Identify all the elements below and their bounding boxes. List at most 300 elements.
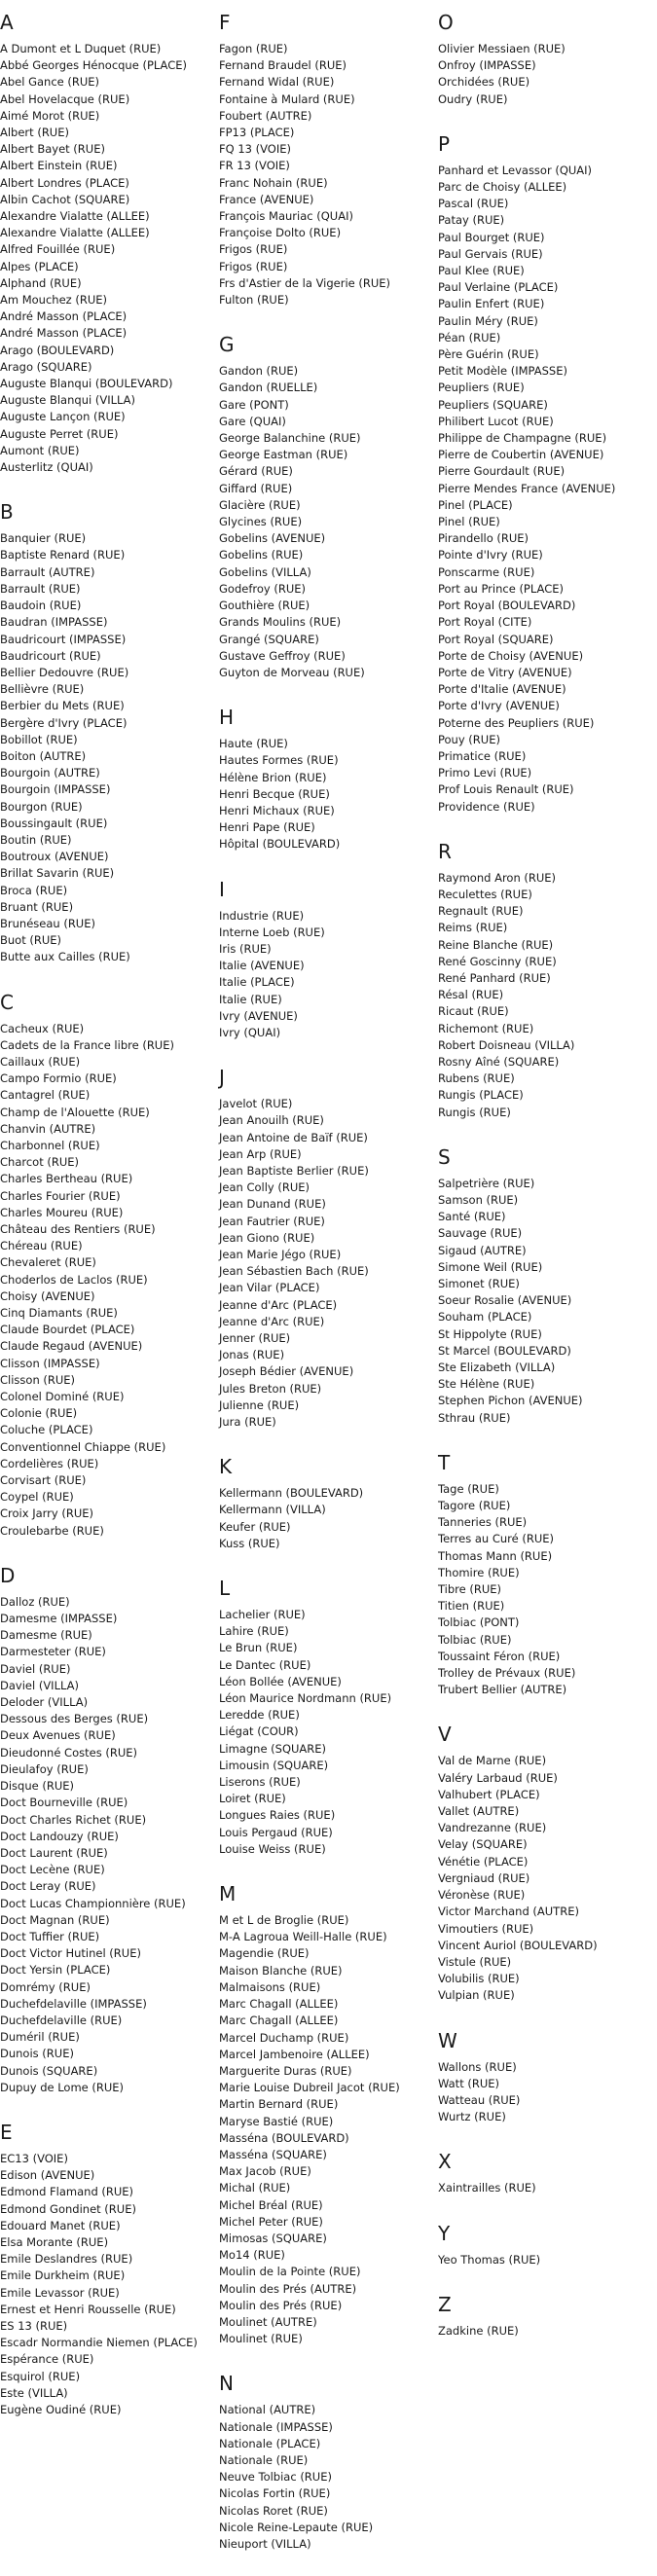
street-list-item: Bellièvre (RUE) [0, 682, 85, 697]
street-list-item: Cordelières (RUE) [0, 1456, 99, 1470]
street-list-item: Charbonnel (RUE) [0, 1138, 100, 1152]
street-list-item: Providence (RUE) [438, 799, 535, 814]
street-list-item: Alfred Fouillée (RUE) [0, 242, 116, 257]
street-list-item: Caillaux (RUE) [0, 1054, 81, 1069]
section-letter-heading: N [219, 2372, 234, 2396]
street-list-item: Philippe de Champagne (RUE) [438, 431, 607, 446]
street-list-item: Rubens (RUE) [438, 1071, 515, 1086]
street-list-item: Cadets de la France libre (RUE) [0, 1037, 174, 1052]
street-list-item: Duchefdelaville (IMPASSE) [0, 1996, 147, 2011]
street-list-item: Claude Bourdet (PLACE) [0, 1323, 135, 1337]
street-list-item: Albert Einstein (RUE) [0, 159, 118, 173]
street-list-item: Emile Levassor (RUE) [0, 2285, 120, 2300]
street-list-item: Chevaleret (RUE) [0, 1255, 96, 1270]
street-list-item: Porte de Choisy (AVENUE) [438, 648, 584, 663]
street-list-item: Albert Londres (PLACE) [0, 175, 129, 190]
street-list-item: Sauvage (RUE) [438, 1226, 523, 1241]
street-list-item: Liégat (COUR) [219, 1724, 299, 1739]
column-3 [438, 10, 650, 2363]
street-list-item: Chanvin (AUTRE) [0, 1121, 96, 1136]
street-list-item: Jean Fautrier (RUE) [219, 1214, 325, 1228]
street-list-item: André Masson (PLACE) [0, 309, 128, 324]
street-list-item: Rosny Aîné (SQUARE) [438, 1054, 560, 1069]
street-list-item: Tanneries (RUE) [438, 1515, 528, 1530]
street-list-item: Nationale (PLACE) [219, 2436, 321, 2450]
letter-section-g [219, 332, 431, 681]
street-list-item: Abel Gance (RUE) [0, 75, 100, 90]
street-list-item: Tage (RUE) [438, 1481, 499, 1496]
street-list-item: Bourgon (RUE) [0, 799, 83, 814]
street-list-item: Gobelins (AVENUE) [219, 531, 326, 546]
street-list-item: Dessous des Berges (RUE) [0, 1712, 149, 1726]
street-list-item: Albin Cachot (SQUARE) [0, 192, 130, 206]
street-list-item: Deloder (VILLA) [0, 1695, 89, 1710]
street-list-item: Jenner (RUE) [219, 1331, 291, 1345]
street-list-item: Raymond Aron (RUE) [438, 870, 557, 885]
street-list-item: Campo Formio (RUE) [0, 1071, 117, 1086]
street-list-item: Brillat Savarin (RUE) [0, 866, 115, 881]
street-list-item: Vallet (AUTRE) [438, 1804, 520, 1819]
street-list-item: Abbé Georges Hénocque (PLACE) [0, 58, 187, 73]
street-list-item: Banquier (RUE) [0, 531, 87, 546]
street-list-item: Reine Blanche (RUE) [438, 937, 554, 952]
street-list-item: Keufer (RUE) [219, 1519, 291, 1534]
street-list-item: Interne Loeb (RUE) [219, 925, 325, 939]
street-list-item: Bobillot (RUE) [0, 732, 78, 746]
street-list-item: Arago (BOULEVARD) [0, 343, 115, 357]
street-list-item: Jeanne d'Arc (RUE) [219, 1314, 325, 1328]
street-list-item: Barrault (AUTRE) [0, 564, 95, 579]
street-list-item: Abel Hovelacque (RUE) [0, 91, 130, 106]
street-list-item: Véronèse (RUE) [438, 1888, 526, 1903]
street-list-item: Château des Rentiers (RUE) [0, 1222, 156, 1236]
street-list-item: Domrémy (RUE) [0, 1979, 91, 1994]
street-list-item: Henri Michaux (RUE) [219, 803, 335, 817]
street-list-item: Charles Fourier (RUE) [0, 1188, 121, 1203]
street-list-item: Daviel (RUE) [0, 1661, 71, 1676]
street-list-item: Kellermann (VILLA) [219, 1503, 326, 1517]
street-list-item: Colonel Dominé (RUE) [0, 1390, 125, 1404]
street-list-item: Jean Antoine de Baïf (RUE) [219, 1130, 368, 1144]
street-list-item: Ernest et Henri Rousselle (RUE) [0, 2302, 176, 2316]
street-list-item: Porte de Vitry (AVENUE) [438, 665, 572, 679]
street-list-item: Paul Verlaine (PLACE) [438, 280, 559, 295]
street-list-item: Baptiste Renard (RUE) [0, 548, 126, 562]
street-list-item: Esquirol (RUE) [0, 2369, 81, 2383]
street-list-item: Léon Bollée (AVENUE) [219, 1674, 342, 1688]
street-list-item: Darmesteter (RUE) [0, 1645, 106, 1659]
street-list-item: Liserons (RUE) [219, 1775, 301, 1790]
letter-section-o [438, 10, 650, 108]
street-list-item: Auguste Perret (RUE) [0, 426, 119, 441]
street-list-item: Frigos (RUE) [219, 259, 288, 273]
street-list-item: Vénétie (PLACE) [438, 1854, 529, 1869]
street-list-item: Ste Hélène (RUE) [438, 1377, 535, 1392]
street-list-item: Gobelins (VILLA) [219, 564, 311, 579]
street-list-item: Javelot (RUE) [219, 1097, 293, 1111]
street-list-item: Franc Nohain (RUE) [219, 175, 328, 190]
street-list-item: Port Royal (SQUARE) [438, 632, 554, 646]
street-list-item: Hautes Formes (RUE) [219, 753, 339, 768]
street-list-item: Bruant (RUE) [0, 899, 74, 914]
street-list-item: Gare (QUAI) [219, 414, 286, 428]
street-list-item: Duméril (RUE) [0, 2030, 80, 2045]
street-list-item: Charles Bertheau (RUE) [0, 1172, 133, 1186]
street-list-item: Edison (AVENUE) [0, 2168, 95, 2183]
section-letter-heading: B [0, 500, 14, 525]
street-list-item: Boutroux (AVENUE) [0, 850, 109, 864]
street-list-item: M et L de Broglie (RUE) [219, 1913, 349, 1928]
letter-section-s [438, 1144, 650, 1427]
street-list-item: Martin Bernard (RUE) [219, 2097, 339, 2112]
street-list-item: Clisson (RUE) [0, 1372, 76, 1387]
street-list-item: Auguste Blanqui (VILLA) [0, 393, 136, 408]
street-list-item: André Masson (PLACE) [0, 326, 128, 341]
letter-section-c [0, 990, 212, 1540]
street-list-item: Poterne des Peupliers (RUE) [438, 715, 595, 730]
street-list-item: Escadr Normandie Niemen (PLACE) [0, 2336, 198, 2350]
street-list-item: Doct Landouzy (RUE) [0, 1829, 119, 1843]
street-list-item: FQ 13 (VOIE) [219, 142, 291, 157]
section-letter-heading: P [438, 131, 451, 156]
street-list-item: Salpetrière (RUE) [438, 1176, 535, 1190]
street-list-item: Orchidées (RUE) [438, 75, 530, 90]
street-list-item: Ivry (AVENUE) [219, 1008, 298, 1023]
street-list-item: Jean Arp (RUE) [219, 1146, 302, 1161]
street-list-item: Nieuport (VILLA) [219, 2536, 311, 2551]
section-letter-heading: R [438, 839, 452, 863]
street-list-item: René Goscinny (RUE) [438, 954, 557, 968]
street-list-item: Fernand Widal (RUE) [219, 75, 335, 90]
street-list-item: Michal (RUE) [219, 2181, 291, 2195]
street-list-item: Coypel (RUE) [0, 1490, 74, 1505]
street-list-item: Kellermann (BOULEVARD) [219, 1486, 364, 1501]
street-list-item: Mo14 (RUE) [219, 2248, 285, 2263]
street-list-item: Michel Peter (RUE) [219, 2214, 323, 2229]
section-letter-heading: J [219, 1066, 225, 1090]
street-list-item: Pinel (RUE) [438, 515, 500, 529]
street-list-item: France (AVENUE) [219, 192, 314, 206]
street-list-item: Edmond Flamand (RUE) [0, 2185, 134, 2199]
section-letter-heading: V [438, 1723, 452, 1747]
street-list-item: Fernand Braudel (RUE) [219, 58, 347, 73]
street-list-item: Auguste Lançon (RUE) [0, 410, 126, 424]
street-list-item: Doct Magnan (RUE) [0, 1912, 110, 1927]
street-list-item: Oudry (RUE) [438, 91, 508, 106]
section-letter-heading: Z [438, 2292, 452, 2316]
street-list-item: Auguste Blanqui (BOULEVARD) [0, 377, 173, 391]
street-list-item: Gandon (RUE) [219, 364, 299, 379]
street-list-item: Lahire (RUE) [219, 1624, 289, 1639]
street-list-item: Jean Dunand (RUE) [219, 1197, 326, 1212]
street-list-item: Pierre de Coubertin (AVENUE) [438, 448, 604, 462]
street-list-item: Boutin (RUE) [0, 832, 72, 847]
street-list-item: Doct Leray (RUE) [0, 1879, 96, 1894]
section-letter-heading: T [438, 1450, 451, 1474]
street-list-item: Valhubert (PLACE) [438, 1787, 540, 1801]
street-list-item: Jura (RUE) [219, 1415, 276, 1430]
street-list-item: Toussaint Féron (RUE) [438, 1649, 561, 1663]
street-list-item: Boussingault (RUE) [0, 816, 108, 830]
section-letter-heading: W [438, 2028, 457, 2052]
street-list-item: Bourgoin (AUTRE) [0, 766, 100, 780]
letter-section-k [219, 1454, 431, 1552]
street-list-item: Alexandre Vialatte (ALLEE) [0, 226, 150, 240]
street-list-item: Cinq Diamants (RUE) [0, 1306, 118, 1321]
letter-section-t [438, 1450, 650, 1699]
street-list-item: Baudran (IMPASSE) [0, 615, 108, 630]
street-list-item: Doct Laurent (RUE) [0, 1845, 108, 1860]
letter-section-l [219, 1576, 431, 1858]
street-list-item: Vistule (RUE) [438, 1954, 512, 1969]
letter-section-p [438, 131, 650, 816]
section-letter-heading: C [0, 990, 14, 1014]
street-list-item: Trolley de Prévaux (RUE) [438, 1666, 576, 1681]
street-list-item: Yeo Thomas (RUE) [438, 2252, 541, 2267]
street-list-item: Thomire (RUE) [438, 1565, 520, 1579]
street-list-item: Louise Weiss (RUE) [219, 1841, 326, 1856]
street-list-item: René Panhard (RUE) [438, 970, 551, 985]
street-list-item: Frs d'Astier de la Vigerie (RUE) [219, 275, 391, 290]
letter-section-h [219, 705, 431, 853]
street-list-item: Alphand (RUE) [0, 275, 82, 290]
street-list-item: Fontaine à Mulard (RUE) [219, 91, 355, 106]
letter-section-e [0, 2120, 212, 2418]
street-list-item: Regnault (RUE) [438, 904, 524, 919]
street-list-item: Henri Pape (RUE) [219, 820, 315, 835]
street-list-item: Onfroy (IMPASSE) [438, 58, 536, 73]
street-list-item: Deux Avenues (RUE) [0, 1728, 116, 1743]
street-list-item: Albert Bayet (RUE) [0, 142, 105, 157]
street-list-item: Glycines (RUE) [219, 515, 303, 529]
section-letter-heading: F [219, 11, 231, 34]
street-list-item: Baudricourt (RUE) [0, 648, 101, 663]
street-list-item: Primatice (RUE) [438, 748, 527, 763]
street-list-item: Marcel Duchamp (RUE) [219, 2030, 349, 2045]
street-list-item: Porte d'Ivry (AVENUE) [438, 699, 560, 713]
street-list-item: Ste Elizabeth (VILLA) [438, 1361, 556, 1375]
letter-section-d [0, 1563, 212, 2096]
street-list-item: Père Guérin (RUE) [438, 347, 539, 362]
street-list-item: Paulin Enfert (RUE) [438, 297, 545, 311]
section-letter-heading: L [219, 1577, 231, 1601]
street-list-item: Julienne (RUE) [219, 1397, 300, 1412]
section-letter-heading: I [219, 877, 225, 901]
street-list-item: Peupliers (RUE) [438, 381, 525, 395]
street-list-item: Hôpital (BOULEVARD) [219, 837, 341, 852]
street-list-item: Choderlos de Laclos (RUE) [0, 1272, 148, 1287]
street-list-item: Samson (RUE) [438, 1192, 519, 1207]
street-list-item: Duchefdelaville (RUE) [0, 2013, 123, 2027]
street-list-item: Port Royal (CITE) [438, 615, 532, 630]
street-list-item: Reculettes (RUE) [438, 887, 532, 901]
street-list-item: Broca (RUE) [0, 883, 68, 897]
street-list-item: Limousin (SQUARE) [219, 1758, 329, 1772]
column-1 [0, 10, 212, 2442]
street-list-item: Watt (RUE) [438, 2076, 500, 2090]
street-list-item: Wallons (RUE) [438, 2059, 517, 2074]
street-list-item: Hélène Brion (RUE) [219, 770, 327, 784]
street-list-item: Robert Doisneau (VILLA) [438, 1037, 575, 1052]
street-list-item: Sigaud (AUTRE) [438, 1243, 527, 1257]
street-list-item: Port Royal (BOULEVARD) [438, 599, 576, 613]
street-list-item: Jules Breton (RUE) [219, 1381, 322, 1396]
street-list-item: François Mauriac (QUAI) [219, 209, 353, 224]
street-list-item: Champ de l'Alouette (RUE) [0, 1105, 150, 1119]
street-list-item: Damesme (RUE) [0, 1628, 92, 1643]
street-list-item: Dieulafoy (RUE) [0, 1761, 89, 1776]
street-list-item: Tolbiac (RUE) [438, 1632, 512, 1647]
street-list-item: Charcot (RUE) [0, 1155, 80, 1170]
letter-section-b [0, 499, 212, 965]
street-list-item: Espérance (RUE) [0, 2352, 94, 2367]
street-list-item: Frigos (RUE) [219, 242, 288, 257]
letter-section-v [438, 1722, 650, 2004]
street-list-item: Este (VILLA) [0, 2385, 68, 2400]
street-list-item: Brunéseau (RUE) [0, 916, 95, 930]
street-list-item: Ricaut (RUE) [438, 1004, 509, 1019]
street-list-item: Marcel Jambenoire (ALLEE) [219, 2047, 370, 2061]
street-list-item: Gouthière (RUE) [219, 599, 310, 613]
street-list-item: Xaintrailles (RUE) [438, 2181, 536, 2195]
street-list-item: Guyton de Morveau (RUE) [219, 665, 365, 679]
street-list-item: Bourgoin (IMPASSE) [0, 782, 111, 797]
street-list-item: Giffard (RUE) [219, 481, 293, 495]
street-list-item: Paul Bourget (RUE) [438, 230, 545, 244]
letter-section-z [438, 2292, 650, 2340]
street-list-item: Boiton (AUTRE) [0, 748, 87, 763]
street-list-item: Italie (PLACE) [219, 975, 295, 990]
street-list-item: Masséna (BOULEVARD) [219, 2130, 349, 2145]
street-list-item: Moulinet (RUE) [219, 2332, 303, 2346]
street-list-item: Chéreau (RUE) [0, 1239, 83, 1253]
street-list-item: Ivry (QUAI) [219, 1025, 281, 1039]
street-list-item: Sthrau (RUE) [438, 1410, 511, 1425]
street-list-item: Nationale (IMPASSE) [219, 2419, 333, 2434]
street-list-item: Résal (RUE) [438, 988, 504, 1002]
street-list-item: Simonet (RUE) [438, 1277, 520, 1290]
street-list-item: Corvisart (RUE) [0, 1473, 87, 1488]
street-list-item: Butte aux Cailles (RUE) [0, 950, 130, 964]
street-list-item: Edmond Gondinet (RUE) [0, 2201, 136, 2216]
street-list-item: Françoise Dolto (RUE) [219, 226, 342, 240]
street-list-item: Souham (PLACE) [438, 1310, 532, 1324]
street-list-item: Dunois (RUE) [0, 2047, 74, 2061]
street-list-item: Paul Klee (RUE) [438, 264, 525, 278]
street-list-item: Pascal (RUE) [438, 197, 509, 211]
street-list-item: Max Jacob (RUE) [219, 2164, 311, 2179]
street-list-item: Wurtz (RUE) [438, 2110, 506, 2124]
street-list-item: Doct Bourneville (RUE) [0, 1796, 128, 1810]
street-list-item: Edouard Manet (RUE) [0, 2218, 121, 2232]
street-list-item: Fagon (RUE) [219, 42, 288, 55]
street-list-item: Petit Modèle (IMPASSE) [438, 364, 567, 379]
street-list-item: Aimé Morot (RUE) [0, 108, 100, 123]
street-list-item: Porte d'Italie (AVENUE) [438, 682, 566, 697]
street-list-item: Ponscarme (RUE) [438, 564, 535, 579]
street-list-item: Santé (RUE) [438, 1210, 506, 1224]
street-list-item: Baudoin (RUE) [0, 599, 82, 613]
street-list-item: Olivier Messiaen (RUE) [438, 42, 566, 55]
street-list-item: EC13 (VOIE) [0, 2151, 68, 2165]
street-list-item: Grangé (SQUARE) [219, 632, 319, 646]
street-list-item: Dupuy de Lome (RUE) [0, 2080, 125, 2094]
street-list-item: Leredde (RUE) [219, 1708, 300, 1723]
street-list-item: Croix Jarry (RUE) [0, 1506, 93, 1521]
street-list-item: FR 13 (VOIE) [219, 159, 290, 173]
street-list-item: National (AUTRE) [219, 2403, 316, 2417]
street-list-item: Panhard et Levassor (QUAI) [438, 163, 593, 177]
street-list-item: Marc Chagall (ALLEE) [219, 1997, 339, 2012]
street-list-item: Doct Lucas Championnière (RUE) [0, 1896, 186, 1910]
street-list-item: Joseph Bédier (AVENUE) [219, 1364, 354, 1379]
street-list-item: Industrie (RUE) [219, 908, 305, 923]
street-list-item: Pirandello (RUE) [438, 531, 529, 546]
street-list-item: Damesme (IMPASSE) [0, 1612, 118, 1626]
street-list-item: Maryse Bastié (RUE) [219, 2114, 334, 2128]
street-list-item: M-A Lagroua Weill-Halle (RUE) [219, 1930, 387, 1944]
street-list-item: Paulin Méry (RUE) [438, 313, 538, 328]
letter-section-i [219, 877, 431, 1042]
street-list-item: Val de Marne (RUE) [438, 1754, 547, 1768]
street-list-item: Doct Tuffier (RUE) [0, 1929, 100, 1943]
street-list-item: Velay (SQUARE) [438, 1837, 528, 1852]
street-list-item: Doct Victor Hutinel (RUE) [0, 1946, 141, 1961]
street-list-item: Coluche (PLACE) [0, 1423, 93, 1437]
street-list-item: Choisy (AVENUE) [0, 1288, 95, 1303]
street-list-item: Alpes (PLACE) [0, 259, 79, 273]
street-list-item: Malmaisons (RUE) [219, 1979, 321, 1994]
street-list-item: Nicolas Fortin (RUE) [219, 2486, 331, 2501]
street-list-item: Soeur Rosalie (AVENUE) [438, 1293, 572, 1308]
street-list-item: Moulin de la Pointe (RUE) [219, 2265, 361, 2279]
street-list-item: Pouy (RUE) [438, 732, 500, 746]
street-list-item: Emile Deslandres (RUE) [0, 2252, 133, 2267]
section-letter-heading: Y [438, 2221, 451, 2245]
street-list-item: Doct Charles Richet (RUE) [0, 1812, 147, 1827]
street-list-item: Italie (RUE) [219, 992, 282, 1006]
street-list-item: Bellier Dedouvre (RUE) [0, 665, 129, 679]
street-list-item: Valéry Larbaud (RUE) [438, 1770, 558, 1785]
letter-section-a [0, 10, 212, 476]
street-list-item: Léon Maurice Nordmann (RUE) [219, 1691, 392, 1706]
street-list-item: Trubert Bellier (AUTRE) [438, 1683, 567, 1697]
street-list-item: Aumont (RUE) [0, 443, 80, 457]
street-list-item: Port au Prince (PLACE) [438, 581, 564, 596]
street-list-item: Moulin des Prés (AUTRE) [219, 2281, 357, 2296]
street-list-item: Jeanne d'Arc (PLACE) [219, 1297, 338, 1312]
street-list-item: Jean Colly (RUE) [219, 1180, 310, 1195]
street-list-item: Cacheux (RUE) [0, 1021, 85, 1035]
street-list-item: Loiret (RUE) [219, 1792, 286, 1806]
street-list-item: Volubilis (RUE) [438, 1972, 520, 1986]
street-list-item: Glacière (RUE) [219, 497, 301, 512]
letter-section-f [219, 10, 431, 308]
street-list-item: Haute (RUE) [219, 737, 288, 751]
street-list-item: Barrault (RUE) [0, 581, 81, 596]
street-list-item: Marie Louise Dubreil Jacot (RUE) [219, 2081, 400, 2095]
street-list-item: Gandon (RUELLE) [219, 381, 318, 395]
street-list-item: Vergniaud (RUE) [438, 1870, 530, 1885]
street-list-item: Reims (RUE) [438, 921, 508, 935]
letter-section-y [438, 2221, 650, 2268]
section-letter-heading: E [0, 2120, 13, 2144]
street-list-item: Vincent Auriol (BOULEVARD) [438, 1938, 598, 1952]
street-list-item: Foubert (AUTRE) [219, 108, 312, 123]
section-letter-heading: K [219, 1455, 233, 1479]
street-list-item: Péan (RUE) [438, 330, 501, 345]
street-list-item: Jean Giono (RUE) [219, 1230, 315, 1245]
